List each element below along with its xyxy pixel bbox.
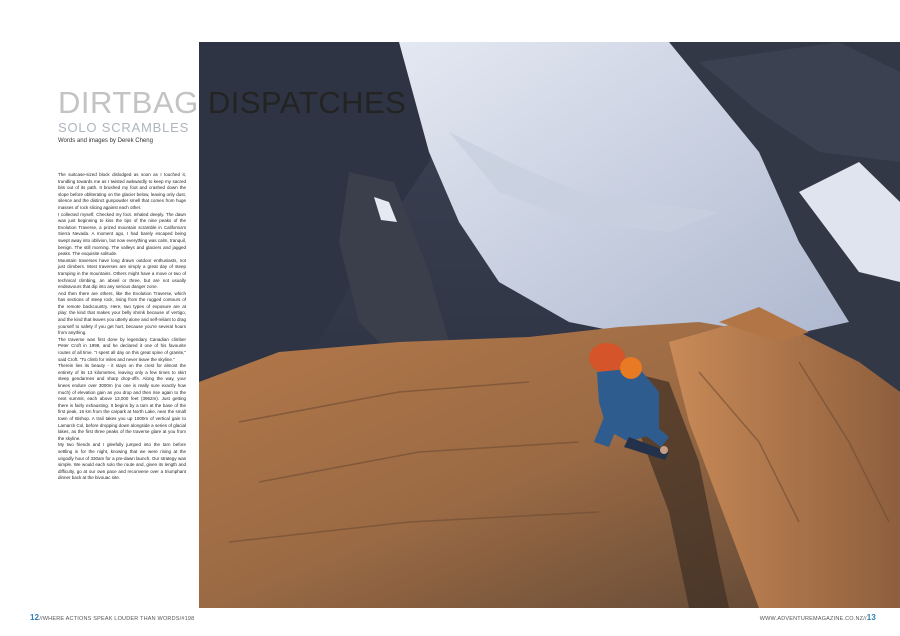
- page-number-right: 13: [866, 613, 876, 622]
- paragraph: Therein lies its beauty - it stays on the crest for almost the entirety of its 13 kilometres, leaving only a few times to skirt steep gendarmes and sharp drop-offs. Along the way, your knees endure over 3000m (no one is really sure exactly how much) of elevation gain as you drop and then rise again to the next summit, each above 13,000 feet (3962m). Just getting there is fairly exhausting. It begins by a tarn at the base of the first peak, 16 km from the carpark at North Lake, near the small town of Bishop. A trail takes you up 1000m of vertical gain to Lamarck Col, before dropping down alongside a series of glacial lakes, as the first three peaks of the traverse glare at you from the skyline.: [58, 363, 186, 441]
- byline: Words and images by Derek Cheng: [58, 138, 153, 144]
- footer-left: [30, 613, 194, 622]
- mountain-climber-illustration: [199, 42, 900, 608]
- paragraph: The traverse was first done by legendary Canadian climber Peter Croft in 1999, and he declared it one of his favourite routes of all time. "I spent all day on this great spine of granite," said Croft. "To climb for miles and never leave the skyline.": [58, 336, 186, 362]
- title-light: DIRTBAG: [58, 85, 208, 120]
- footer-right: [760, 613, 876, 622]
- title-dark: DISPATCHES: [207, 85, 407, 120]
- footer-website: WWW.ADVENTUREMAGAZINE.CO.NZ//: [759, 616, 867, 622]
- article-body: [58, 172, 186, 482]
- paragraph: My two friends and I gleefully jumped into the tarn before settling in for the night, knowing that we were rising at the ungodly hour of 330am for a pre-dawn launch. Our strategy was simple. We would each solo the route and, given its length and difficulty, go at our own pace and reconvene over a triumphant dinner back at the bivouac site.: [58, 442, 186, 481]
- paragraph: The suitcase-sized block dislodged as soon as I touched it, trundling towards me as I twisted awkwardly to keep my sacred bits out of its path. It brushed my foot and crashed down the slope before obliterating on the glacier below, leaving only dust, silence and the distinct gunpowder smell that comes from huge masses of rock slicing against each other.: [58, 172, 186, 210]
- paragraph: I collected myself. Checked my foot. Inhaled deeply. The dawn was just beginning to kiss the tips of the nine peaks of the Evolution Traverse, a prized mountain scramble in California's Sierra Nevada. A moment ago, I had barely escaped being swept away into oblivion, but now everything was calm, tranquil, benign. The still morning. The valleys and glaciers and jagged peaks. The exquisite solitude.: [58, 211, 186, 257]
- page-number-left: 12: [30, 613, 40, 622]
- paragraph: And then there are others, like the Evolution Traverse, which has sections of steep rock, rising from the rugged contours of the remote backcountry. Here, two types of exposure are at play: the kind that makes your belly shrink because of vertigo, and the kind that leaves you utterly alone and self-reliant to drag yourself to safety if you get hurt, because you're several hours from anything.: [58, 290, 186, 336]
- climber-photo: [199, 42, 900, 608]
- article-subtitle: SOLO SCRAMBLES: [58, 120, 190, 135]
- footer-tagline: //WHERE ACTIONS SPEAK LOUDER THAN WORDS/#198: [39, 616, 195, 622]
- article-title: [58, 86, 406, 120]
- paragraph: Mountain traverses have long drawn outdoor enthusiasts, not just climbers. Most traverses are simply a great day of steep tramping in the mountains. Others might have a move or two of technical climbing, an abseil or three, but are not usually endeavours that dip into any serious danger zone.: [58, 257, 186, 290]
